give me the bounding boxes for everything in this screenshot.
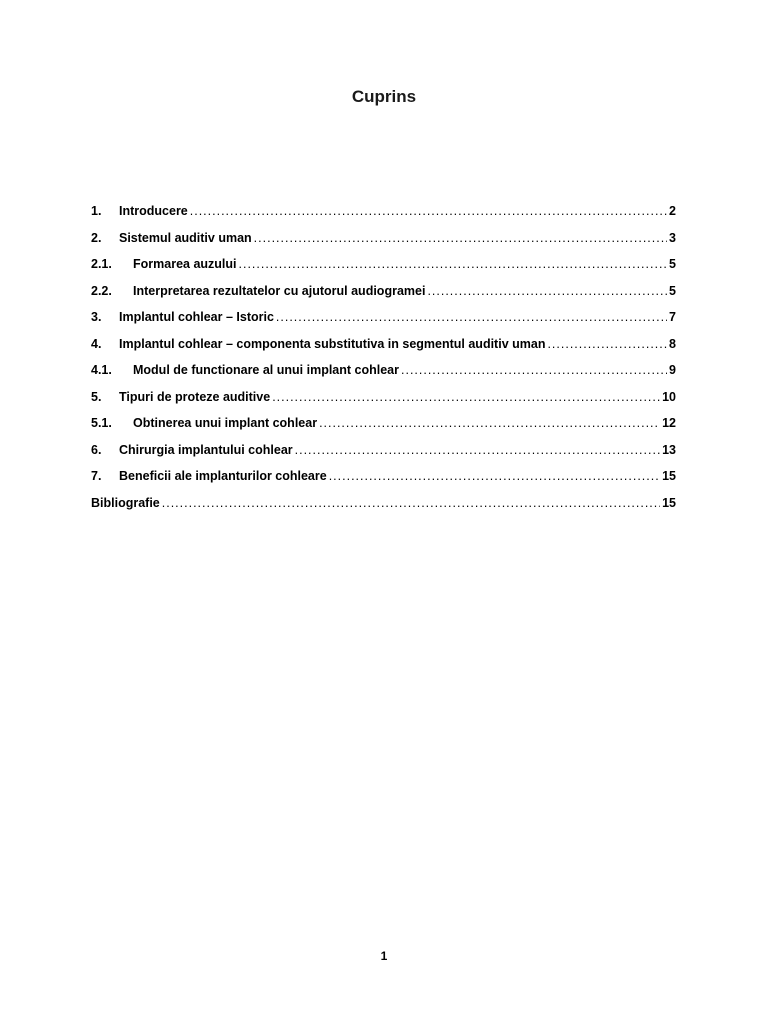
table-of-contents <box>91 204 676 522</box>
toc-dot-leader <box>547 337 667 351</box>
toc-dot-leader <box>190 204 667 218</box>
toc-entry-number: 1. <box>91 204 102 218</box>
toc-entry[interactable] <box>91 257 676 284</box>
toc-entry-title: Modul de functionare al unui implant cohlear <box>133 363 399 377</box>
toc-entry[interactable] <box>91 443 676 470</box>
toc-entry-number: 2.2. <box>91 283 112 298</box>
toc-dot-leader <box>329 469 660 483</box>
toc-entry[interactable] <box>91 469 676 496</box>
toc-entry[interactable] <box>91 496 676 523</box>
toc-entry-title: Formarea auzului <box>133 257 237 271</box>
toc-entry[interactable] <box>91 337 676 364</box>
toc-entry-title: Interpretarea rezultatelor cu ajutorul audiogramei <box>133 283 426 298</box>
toc-entry-title: Tipuri de proteze auditive <box>119 389 271 404</box>
toc-dot-leader <box>295 443 660 457</box>
toc-entry[interactable] <box>91 284 676 311</box>
toc-entry-page: 10 <box>662 389 676 404</box>
toc-entry-page: 5 <box>669 283 676 298</box>
toc-entry-page: 9 <box>669 363 676 377</box>
page-number: 1 <box>380 949 388 963</box>
toc-entry-page: 7 <box>669 310 676 324</box>
toc-entry[interactable] <box>91 231 676 258</box>
toc-entry-title: Introducere <box>119 204 188 218</box>
toc-entry[interactable] <box>91 390 676 417</box>
toc-entry[interactable] <box>91 416 676 443</box>
toc-entry-number: 2. <box>91 230 102 245</box>
toc-entry[interactable] <box>91 204 676 231</box>
toc-entry-page: 2 <box>669 204 676 218</box>
toc-entry-number: 4.1. <box>91 363 112 377</box>
toc-entry-number: 3. <box>91 310 102 324</box>
toc-entry-page: 15 <box>662 469 676 483</box>
toc-dot-leader <box>401 363 667 377</box>
toc-entry[interactable] <box>91 363 676 390</box>
toc-entry-title: Sistemul auditiv uman <box>119 230 252 245</box>
toc-entry-number: 4. <box>91 336 102 351</box>
toc-entry-page: 3 <box>669 230 676 245</box>
toc-entry-page: 13 <box>662 442 676 457</box>
toc-entry-page: 5 <box>669 257 676 271</box>
toc-entry-title: Implantul cohlear – componenta substitutiva in segmentul auditiv uman <box>119 336 546 351</box>
toc-dot-leader <box>239 257 668 271</box>
toc-dot-leader <box>162 496 660 510</box>
toc-entry-title: Beneficii ale implanturilor cohleare <box>119 469 327 483</box>
toc-entry-page: 8 <box>669 336 676 351</box>
toc-dot-leader <box>319 416 660 430</box>
toc-entry-number: 7. <box>91 469 102 483</box>
toc-entry-page: 12 <box>662 416 676 430</box>
toc-entry-number: 5. <box>91 389 102 404</box>
toc-entry-title: Obtinerea unui implant cohlear <box>133 416 318 430</box>
toc-dot-leader <box>272 390 660 404</box>
toc-entry[interactable] <box>91 310 676 337</box>
toc-entry-number: 2.1. <box>91 257 112 271</box>
toc-entry-title: Bibliografie <box>91 495 160 510</box>
toc-heading: Cuprins <box>351 87 417 106</box>
toc-entry-number: 5.1. <box>91 416 112 430</box>
toc-dot-leader <box>427 284 667 298</box>
toc-entry-title: Implantul cohlear – Istoric <box>119 310 274 324</box>
toc-dot-leader <box>276 310 667 324</box>
toc-dot-leader <box>254 231 667 245</box>
toc-entry-page: 15 <box>662 495 676 510</box>
toc-entry-number: 6. <box>91 442 102 457</box>
toc-entry-title: Chirurgia implantului cohlear <box>119 442 293 457</box>
